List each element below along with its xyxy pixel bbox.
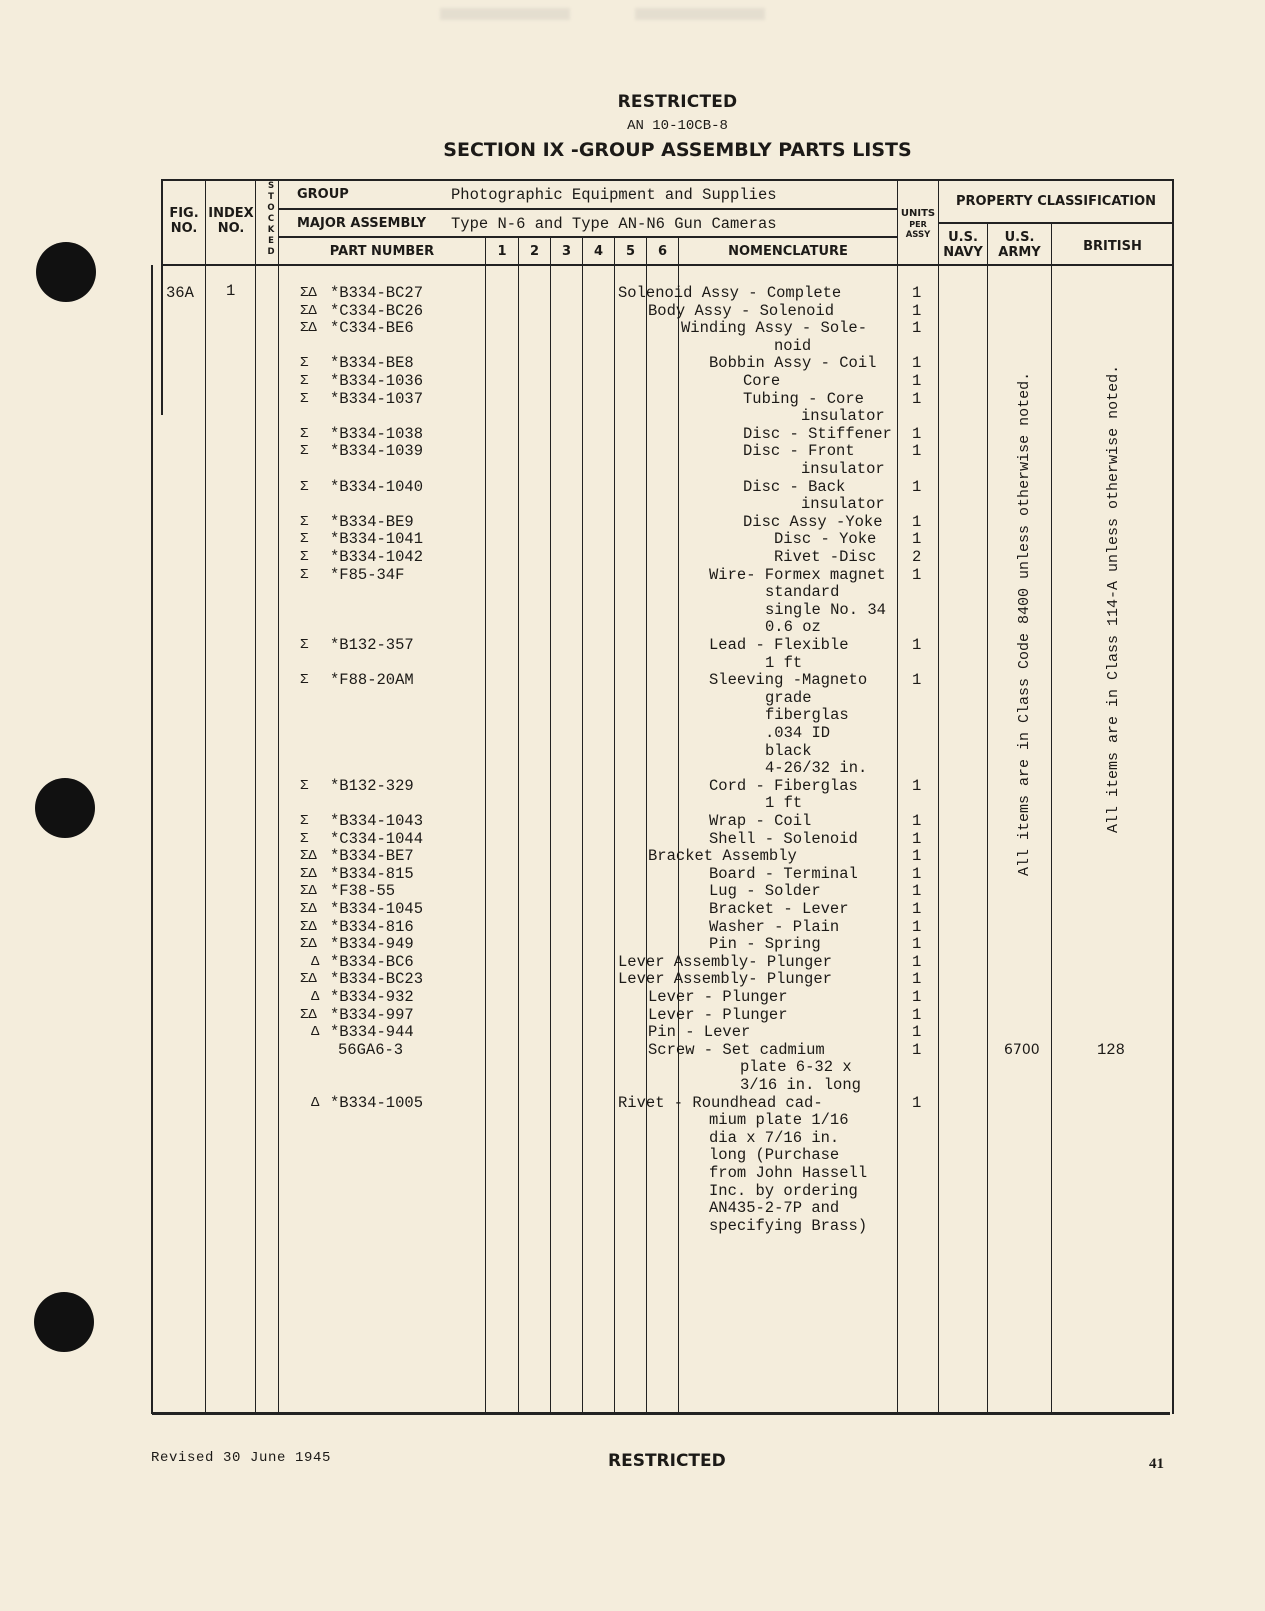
stock-symbol: Σ bbox=[300, 830, 309, 847]
document-number: AN 10-10CB-8 bbox=[627, 118, 728, 134]
nomenclature-line: Washer - Plain bbox=[709, 917, 840, 936]
indent-col-1-header: 1 bbox=[497, 244, 507, 259]
index-no-header: INDEX NO. bbox=[208, 206, 254, 236]
nomenclature-line: mium plate 1/16 bbox=[709, 1111, 849, 1130]
nomenclature-line: Sleeving -Magneto bbox=[709, 671, 868, 690]
units-per-assy: 1 bbox=[912, 847, 922, 866]
part-number: *F88-20AM bbox=[330, 671, 414, 690]
nomenclature-line: Lever Assembly- Plunger bbox=[618, 970, 832, 989]
stock-symbol: Σ bbox=[300, 531, 309, 548]
part-number: *B334-997 bbox=[330, 1005, 414, 1024]
stock-symbol: Σ bbox=[300, 443, 309, 460]
stock-symbol: Σ bbox=[300, 355, 309, 372]
units-per-assy: 1 bbox=[912, 952, 922, 971]
major-assembly-label: MAJOR ASSEMBLY bbox=[297, 216, 427, 231]
indent-col-6-header: 6 bbox=[657, 244, 668, 259]
nomenclature-line: Inc. by ordering bbox=[709, 1181, 858, 1200]
stock-symbol: Σ bbox=[300, 566, 309, 583]
nomenclature-line: Bracket Assembly bbox=[648, 847, 797, 866]
units-per-assy: 1 bbox=[912, 900, 922, 918]
stock-symbol: ΣΔ bbox=[300, 901, 317, 917]
part-number: *B334-949 bbox=[330, 935, 414, 954]
units-per-assy: 1 bbox=[912, 1040, 922, 1059]
units-per-assy: 1 bbox=[912, 477, 922, 496]
part-number: *B334-BE8 bbox=[330, 354, 414, 373]
part-number: *B334-1045 bbox=[330, 900, 424, 918]
stock-symbol: Δ bbox=[311, 953, 320, 970]
stock-symbol: ΣΔ bbox=[300, 285, 317, 301]
restricted-label-top: RESTRICTED bbox=[617, 92, 738, 112]
units-per-assy: 1 bbox=[912, 442, 922, 461]
part-number: *B334-1005 bbox=[330, 1093, 424, 1112]
nomenclature-line: Lead - Flexible bbox=[709, 636, 849, 654]
nomenclature-line: 3/16 in. long bbox=[740, 1076, 861, 1094]
stock-symbol: Σ bbox=[300, 513, 309, 530]
part-number: *B334-1039 bbox=[330, 442, 424, 461]
units-per-assy: 1 bbox=[912, 671, 922, 690]
nomenclature-line: Wrap - Coil bbox=[709, 812, 812, 830]
nomenclature-line: Disc Assy -Yoke bbox=[743, 512, 883, 531]
section-title: SECTION IX -GROUP ASSEMBLY PARTS LISTS bbox=[443, 139, 912, 161]
nomenclature-line: Disc - Yoke bbox=[774, 530, 877, 549]
stock-symbol: Σ bbox=[300, 478, 309, 495]
nomenclature-line: Board - Terminal bbox=[709, 864, 858, 883]
part-number: *C334-BE6 bbox=[330, 319, 414, 338]
nomenclature-line: Screw - Set cadmium bbox=[648, 1040, 825, 1059]
part-number: *B334-BC27 bbox=[330, 284, 424, 302]
nomenclature-line: AN435-2-7P and bbox=[709, 1199, 840, 1218]
nomenclature-line: Disc - Back bbox=[743, 477, 846, 496]
part-number: *C334-1044 bbox=[330, 829, 424, 848]
indent-col-4-header: 4 bbox=[593, 244, 604, 259]
part-number: *B132-357 bbox=[330, 636, 414, 654]
units-per-assy: 1 bbox=[912, 565, 922, 584]
part-number: *F85-34F bbox=[330, 565, 405, 584]
stock-symbol: Σ bbox=[300, 777, 309, 794]
stock-symbol: ΣΔ bbox=[300, 320, 317, 337]
stock-symbol: ΣΔ bbox=[300, 883, 317, 900]
nomenclature-line: Shell - Solenoid bbox=[709, 829, 858, 848]
british-header: BRITISH bbox=[1083, 239, 1142, 254]
nomenclature-line: 1 ft bbox=[765, 653, 803, 672]
stock-symbol: ΣΔ bbox=[300, 936, 317, 953]
nomenclature-line: standard bbox=[765, 583, 840, 602]
nomenclature-line: Solenoid Assy - Complete bbox=[618, 284, 842, 302]
army-class-note: All items are in Class Code 8400 unless otherwise noted. bbox=[1016, 371, 1033, 876]
indent-col-3-header: 3 bbox=[561, 244, 572, 259]
stock-symbol: Σ bbox=[300, 390, 309, 407]
nomenclature-line: dia x 7/16 in. bbox=[709, 1128, 840, 1147]
units-per-assy: 1 bbox=[912, 917, 922, 936]
units-per-assy: 1 bbox=[912, 424, 922, 443]
us-army-header: U.S. ARMY bbox=[998, 230, 1041, 260]
nomenclature-line: Rivet - Roundhead cad- bbox=[618, 1093, 823, 1112]
nomenclature-line: grade bbox=[765, 688, 812, 707]
units-per-assy: 2 bbox=[912, 548, 922, 566]
nomenclature-line: fiberglas bbox=[765, 706, 849, 725]
nomenclature-line: 1 ft bbox=[765, 794, 803, 813]
stock-symbol: Σ bbox=[300, 425, 309, 442]
stock-symbol: Σ bbox=[300, 813, 309, 829]
restricted-label-bottom: RESTRICTED bbox=[608, 1451, 726, 1471]
part-number: *B334-816 bbox=[330, 917, 414, 936]
units-per-assy: 1 bbox=[912, 864, 922, 883]
nomenclature-line: noid bbox=[774, 336, 812, 355]
part-number: *B334-1036 bbox=[330, 372, 424, 390]
stock-symbol: ΣΔ bbox=[300, 848, 317, 865]
us-navy-header: U.S. NAVY bbox=[943, 230, 983, 260]
nomenclature-line: Core bbox=[743, 372, 781, 390]
nomenclature-line: Cord - Fiberglas bbox=[709, 776, 858, 795]
property-classification-header: PROPERTY CLASSIFICATION bbox=[955, 194, 1157, 209]
stock-symbol: ΣΔ bbox=[300, 971, 317, 988]
nomenclature-line: Rivet -Disc bbox=[774, 548, 877, 566]
us-army-code: 6700 bbox=[1004, 1041, 1040, 1058]
nomenclature-line: Bobbin Assy - Coil bbox=[709, 354, 877, 373]
nomenclature-line: Winding Assy - Sole- bbox=[681, 319, 868, 338]
nomenclature-line: Pin - Spring bbox=[709, 935, 821, 954]
nomenclature-line: insulator bbox=[801, 460, 885, 478]
units-per-assy: 1 bbox=[912, 776, 922, 795]
nomenclature-line: specifying Brass) bbox=[709, 1216, 868, 1235]
part-number: *B132-329 bbox=[330, 776, 414, 795]
part-number: 56GA6-3 bbox=[338, 1040, 404, 1059]
part-number: *C334-BC26 bbox=[330, 301, 424, 320]
scan-smudge bbox=[440, 8, 570, 20]
units-per-assy: 1 bbox=[912, 1023, 922, 1042]
scan-smudge bbox=[635, 8, 765, 20]
units-per-assy: 1 bbox=[912, 812, 922, 830]
stock-symbol: ΣΔ bbox=[300, 1006, 317, 1023]
units-per-assy: 1 bbox=[912, 882, 922, 901]
part-number: *B334-1042 bbox=[330, 548, 424, 566]
nomenclature-line: insulator bbox=[801, 407, 885, 426]
nomenclature-line: Lever - Plunger bbox=[648, 988, 788, 1006]
units-per-assy: 1 bbox=[912, 1005, 922, 1024]
units-per-assy: 1 bbox=[912, 284, 922, 302]
part-number-header: PART NUMBER bbox=[329, 244, 435, 259]
binder-hole bbox=[34, 1292, 94, 1352]
units-per-assy: 1 bbox=[912, 319, 922, 338]
binder-hole bbox=[35, 778, 95, 838]
major-assembly-value: Type N-6 and Type AN-N6 Gun Cameras bbox=[451, 215, 777, 233]
stock-symbol: ΣΔ bbox=[300, 918, 317, 935]
part-number: *B334-944 bbox=[330, 1023, 414, 1042]
nomenclature-line: plate 6-32 x bbox=[740, 1058, 852, 1077]
units-per-assy: 1 bbox=[912, 1093, 922, 1112]
nomenclature-line: 4-26/32 in. bbox=[765, 759, 868, 778]
part-number: *B334-1043 bbox=[330, 812, 424, 830]
nomenclature-line: long (Purchase bbox=[709, 1146, 840, 1165]
nomenclature-line: Disc - Stiffener bbox=[743, 424, 892, 443]
part-number: *B334-1041 bbox=[330, 530, 424, 549]
nomenclature-line: Wire- Formex magnet bbox=[709, 565, 886, 584]
stock-symbol: Σ bbox=[300, 549, 309, 565]
fig-no-header: FIG. NO. bbox=[169, 206, 199, 236]
units-per-assy: 1 bbox=[912, 988, 922, 1006]
stock-symbol: Δ bbox=[311, 989, 320, 1005]
part-number: *B334-1040 bbox=[330, 477, 424, 496]
units-per-assy: 1 bbox=[912, 970, 922, 989]
part-number: *B334-BE7 bbox=[330, 847, 414, 866]
nomenclature-line: Disc - Front bbox=[743, 442, 855, 461]
units-per-assy: 1 bbox=[912, 389, 922, 408]
units-per-assy: 1 bbox=[912, 301, 922, 320]
nomenclature-line: Tubing - Core bbox=[743, 389, 864, 408]
nomenclature-header: NOMENCLATURE bbox=[728, 244, 848, 259]
units-per-assy: 1 bbox=[912, 829, 922, 848]
group-label: GROUP bbox=[297, 187, 349, 202]
page-number: 41 bbox=[1149, 1456, 1164, 1472]
nomenclature-line: 0.6 oz bbox=[765, 618, 821, 637]
stock-symbol: Σ bbox=[300, 373, 309, 389]
part-number: *B334-BC23 bbox=[330, 970, 424, 989]
british-code: 128 bbox=[1097, 1040, 1125, 1059]
units-per-assy: 1 bbox=[912, 636, 922, 654]
units-per-assy: 1 bbox=[912, 354, 922, 373]
indent-col-5-header: 5 bbox=[625, 244, 636, 259]
nomenclature-line: Lever - Plunger bbox=[648, 1005, 788, 1024]
stock-symbol: Δ bbox=[311, 1094, 320, 1111]
nomenclature-line: Bracket - Lever bbox=[709, 900, 849, 918]
nomenclature-line: single No. 34 bbox=[765, 600, 886, 619]
part-number: *F38-55 bbox=[330, 882, 396, 901]
nomenclature-line: Lever Assembly- Plunger bbox=[618, 952, 832, 971]
nomenclature-line: black bbox=[765, 741, 812, 760]
units-per-assy: 1 bbox=[912, 372, 922, 390]
part-number: *B334-1038 bbox=[330, 424, 424, 443]
nomenclature-line: Lug - Solder bbox=[709, 882, 821, 901]
units-per-assy: 1 bbox=[912, 512, 922, 531]
group-value: Photographic Equipment and Supplies bbox=[451, 186, 777, 204]
fig-no-value: 36A bbox=[166, 284, 194, 302]
revised-date: Revised 30 June 1945 bbox=[151, 1450, 332, 1466]
units-per-assy: 1 bbox=[912, 935, 922, 954]
part-number: *B334-815 bbox=[330, 864, 414, 883]
part-number: *B334-1037 bbox=[330, 389, 424, 408]
part-number: *B334-932 bbox=[330, 988, 414, 1006]
stock-symbol: Σ bbox=[300, 672, 309, 689]
nomenclature-line: Body Assy - Solenoid bbox=[648, 301, 835, 320]
binder-hole bbox=[36, 242, 96, 302]
units-per-assy: 1 bbox=[912, 530, 922, 549]
stock-symbol: ΣΔ bbox=[300, 865, 317, 882]
nomenclature-line: Pin - Lever bbox=[648, 1023, 751, 1042]
british-class-note: All items are in Class 114-A unless otherwise noted. bbox=[1105, 364, 1122, 833]
index-no-value: 1 bbox=[226, 282, 236, 300]
nomenclature-line: .034 ID bbox=[765, 724, 831, 742]
indent-col-2-header: 2 bbox=[529, 244, 540, 259]
part-number: *B334-BE9 bbox=[330, 512, 414, 531]
stock-symbol: Σ bbox=[300, 637, 309, 653]
nomenclature-line: from John Hassell bbox=[709, 1164, 868, 1182]
stock-symbol: Δ bbox=[311, 1024, 320, 1041]
stock-symbol: ΣΔ bbox=[300, 302, 317, 319]
part-number: *B334-BC6 bbox=[330, 952, 414, 971]
units-per-assy-header: UNITS PER ASSY bbox=[900, 208, 936, 240]
nomenclature-line: insulator bbox=[801, 495, 885, 514]
